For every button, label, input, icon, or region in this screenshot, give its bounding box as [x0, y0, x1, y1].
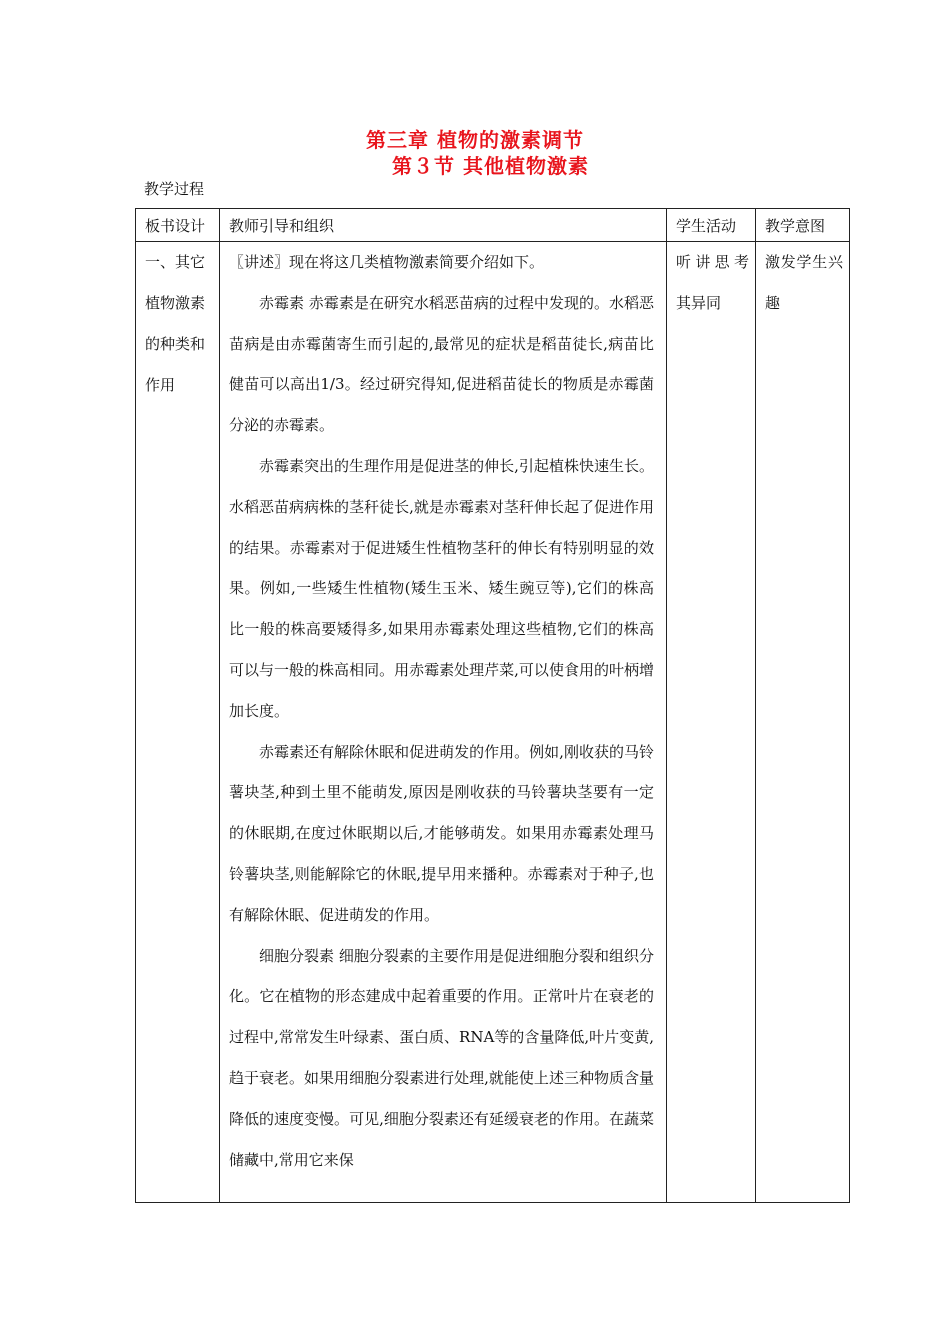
paragraph-intro: 〖讲述〗现在将这几类植物激素简要介绍如下。	[229, 253, 545, 271]
board-design-cell	[136, 242, 220, 1203]
student-activity-cell	[667, 242, 756, 1203]
student-activity-text: 听讲思考其异同	[676, 253, 749, 312]
lesson-table	[135, 208, 850, 1203]
header-cell-board: 板书设计	[136, 209, 220, 242]
teacher-guidance-cell	[220, 242, 667, 1203]
section-title: 第３节 其他植物激素	[392, 154, 589, 178]
teaching-intent-cell	[756, 242, 850, 1203]
header-cell-student: 学生活动	[667, 209, 756, 242]
chapter-title: 第三章 植物的激素调节	[366, 128, 584, 152]
paragraph-gibberellin-discovery: 赤霉素 赤霉素是在研究水稻恶苗病的过程中发现的。水稻恶苗病是由赤霉菌寄生而引起的,最常见的症状是稻苗徒长,病苗比健苗可以高出1/3。经过研究得知,促进稻苗徒长的物质是赤霉菌分泌的赤霉素。	[229, 293, 654, 435]
teacher-guidance-text	[220, 242, 666, 1180]
paragraph-gibberellin-dormancy: 赤霉素还有解除休眠和促进萌发的作用。例如,刚收获的马铃薯块茎,种到土里不能萌发,原因是刚收获的马铃薯块茎要有一定的休眠期,在度过休眠期以后,才能够萌发。如果用赤霉素处理马铃薯块茎,则能解除它的休眠,提早用来播种。赤霉素对于种子,也有解除休眠、促进萌发的作用。	[229, 742, 654, 924]
paragraph-cytokinin: 细胞分裂素 细胞分裂素的主要作用是促进细胞分裂和组织分化。它在植物的形态建成中起着重要的作用。正常叶片在衰老的过程中,常常发生叶绿素、蛋白质、RNA等的含量降低,叶片变黄,趋于衰老。如果用细胞分裂素进行处理,就能使上述三种物质含量降低的速度变慢。可见,细胞分裂素还有延缓衰老的作用。在蔬菜储藏中,常用它来保	[229, 946, 654, 1169]
header-cell-intent: 教学意图	[756, 209, 850, 242]
header-cell-teacher: 教师引导和组织	[220, 209, 667, 242]
section-label: 教学过程	[144, 180, 205, 198]
paragraph-gibberellin-function: 赤霉素突出的生理作用是促进茎的伸长,引起植株快速生长。水稻恶苗病病株的茎秆徒长,就是赤霉素对茎秆伸长起了促进作用的结果。赤霉素对于促进矮生性植物茎秆的伸长有特别明显的效果。例如,一些矮生性植物(矮生玉米、矮生豌豆等),它们的株高比一般的株高要矮得多,如果用赤霉素处理这些植物,它们的株高可以与一般的株高相同。用赤霉素处理芹菜,可以使食用的叶柄增加长度。	[229, 456, 654, 720]
board-design-text: 一、其它植物激素的种类和作用	[145, 253, 206, 394]
table-row	[136, 242, 850, 1203]
table-header-row	[136, 209, 850, 242]
teaching-intent-text: 激发学生兴趣	[765, 253, 843, 312]
